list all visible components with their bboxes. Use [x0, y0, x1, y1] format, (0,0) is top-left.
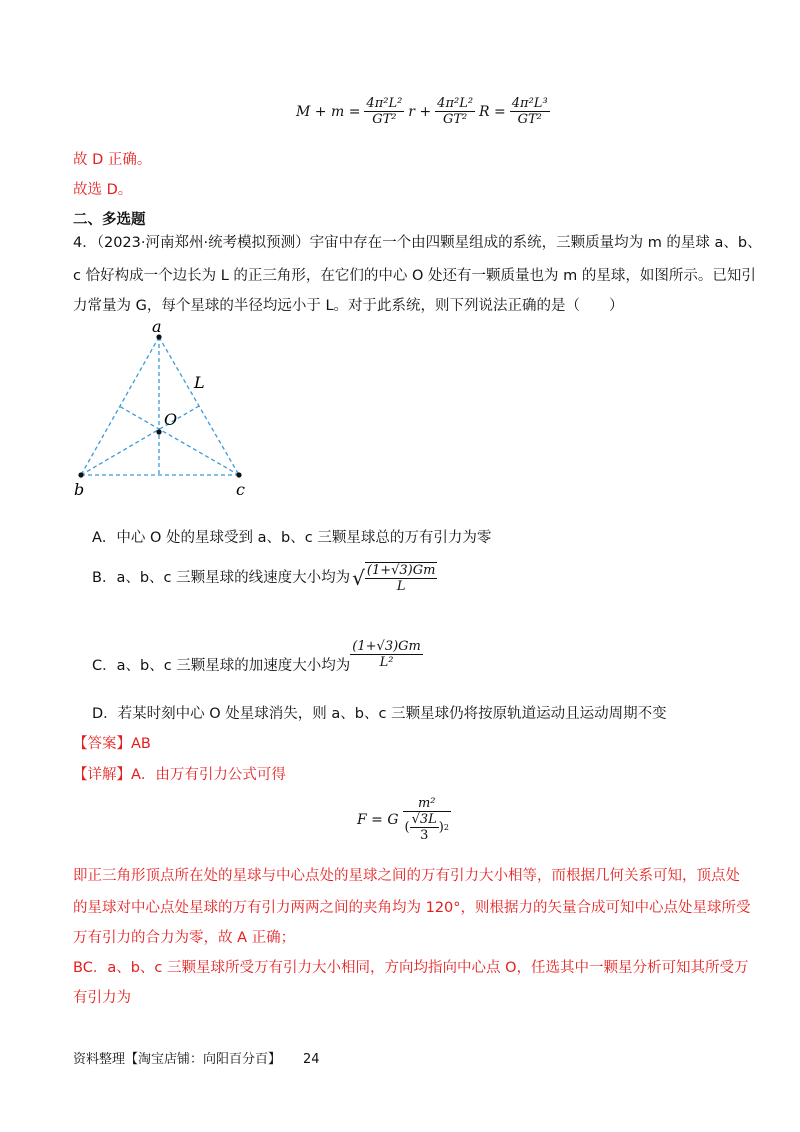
question-line-3: 力常量为 G，每个星球的半径均远小于 L。对于此系统，则下列说法正确的是（ ） [73, 298, 624, 314]
option-c [92, 632, 423, 676]
section-title: 二、多选题 [73, 212, 146, 228]
explain-line-1: 即正三角形顶点所在处的星球与中心点处的星球之间的万有引力大小相等，而根据几何关系可知，顶点处 [73, 868, 740, 884]
eq-term3: $\frac{\text{4π²L³}}{\text{GT²}}$ [511, 96, 548, 127]
star-c [236, 472, 241, 477]
force-equation: F = G m² ( $\frac{√3L}{3}$ ) 2 [357, 796, 449, 843]
question-line-2: c 恰好构成一个边长为 L 的正三角形，在它们的中心 O 处还有一颗质量也为 m 的星球，如图所示。已知引 [73, 268, 756, 284]
option-b-text: B．a、b、c 三颗星球的线速度大小均为 [92, 570, 351, 586]
label-b: b [74, 480, 85, 499]
eq-term1: $\frac{\text{4π²L²}}{\text{GT²}}$ [366, 96, 403, 127]
label-c: c [236, 480, 245, 499]
option-c-text: C．a、b、c 三颗星球的加速度大小均为 [92, 658, 351, 674]
eq-var-r: r + [408, 103, 432, 120]
explain-line-2: 的星球对中心点处星球的万有引力两两之间的夹角均为 120°，则根据力的矢量合成可知中心点处星球所受 [73, 900, 751, 916]
sqrt-sign: √ [352, 566, 365, 590]
page-number: 24 [303, 1052, 320, 1067]
explain-line-3: 万有引力的合力为零，故 A 正确； [73, 930, 296, 946]
explain-line-4: BC．a、b、c 三颗星球所受万有引力大小相同，方向均指向中心点 O，任选其中一颗星分析可知其所受万 [73, 960, 749, 976]
triangle-figure [60, 315, 270, 500]
star-b [78, 472, 83, 477]
top-equation [296, 96, 550, 127]
eq-lhs: M + m = [296, 103, 361, 120]
label-a: a [152, 317, 162, 336]
option-d: D．若某时刻中心 O 处星球消失，则 a、b、c 三颗星球仍将按原轨道运动且运动周期不变 [92, 706, 667, 722]
answer-text: 【答案】AB [73, 736, 151, 752]
label-o: O [164, 410, 178, 429]
explain-line-5: 有引力为 [73, 990, 131, 1006]
option-b [92, 562, 437, 594]
question-line-1: 4．（2023·河南郑州·统考模拟预测）宇宙中存在一个由四颗星组成的系统，三颗质量均为 m 的星球 a、b、 [73, 235, 762, 251]
triangle-lines [81, 337, 239, 475]
label-l: L [194, 373, 205, 392]
option-c-fraction: $\frac{(1+√3)Gm}{\text{L²}}$ [352, 638, 421, 670]
choose-d-text: 故选 D。 [73, 182, 133, 198]
option-a: A．中心 O 处的星球受到 a、b、c 三颗星球总的万有引力为零 [92, 530, 492, 546]
detail-head: 【详解】A．由万有引力公式可得 [73, 767, 286, 783]
option-b-fraction: $\frac{(1+√3)Gm}{L}$ [366, 563, 436, 594]
d-correct-text: 故 D 正确。 [73, 152, 152, 168]
star-o [156, 429, 161, 434]
footer-source: 资料整理【淘宝店铺：向阳百分百】 [73, 1052, 282, 1067]
eq-term2: $\frac{\text{4π²L²}}{\text{GT²}}$ [437, 96, 474, 127]
eq-var-R: R = [479, 103, 506, 120]
